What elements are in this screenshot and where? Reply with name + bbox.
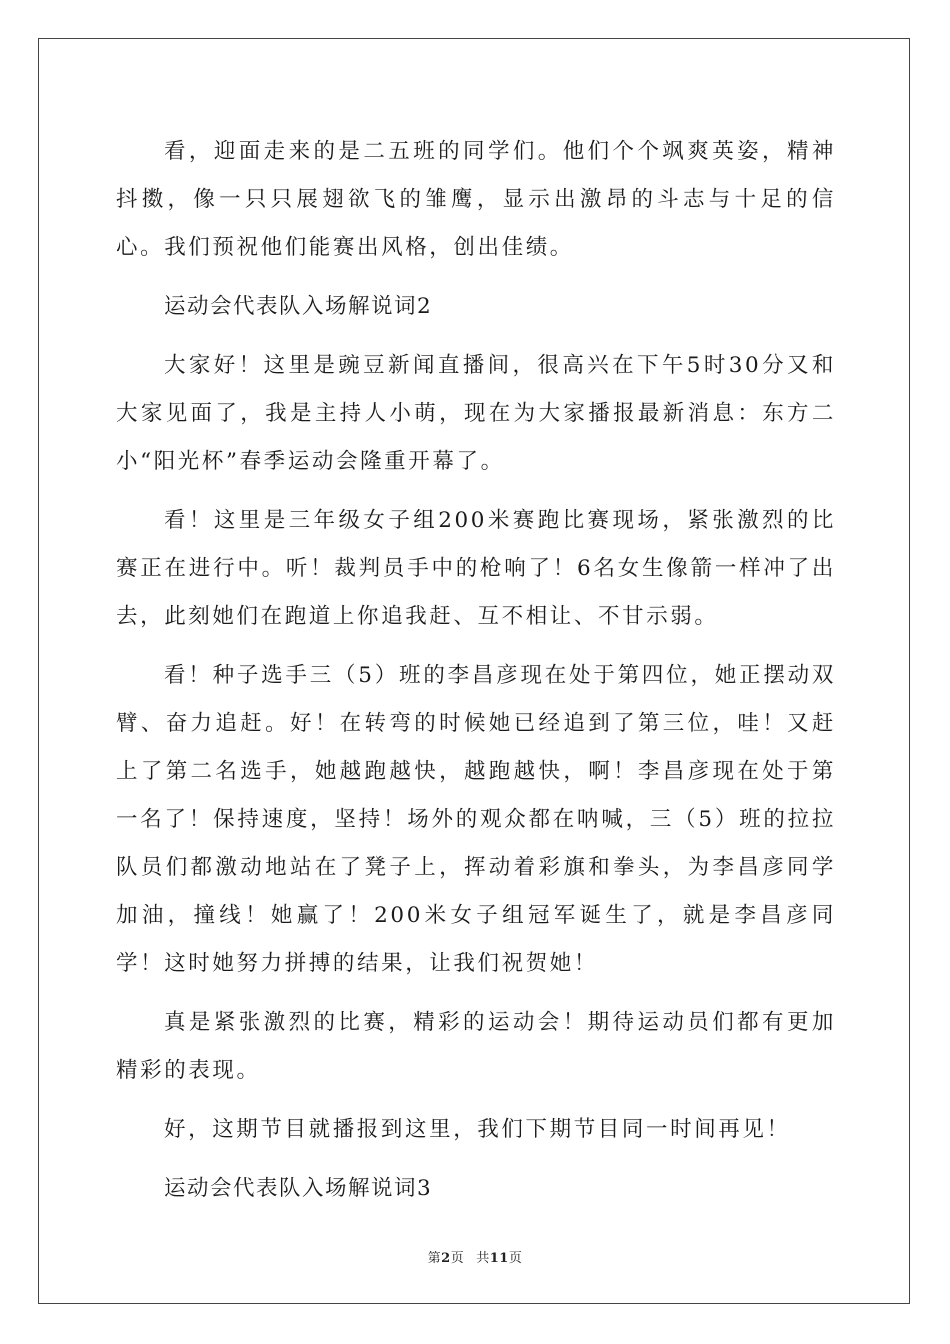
paragraph: 看！这里是三年级女子组200米赛跑比赛现场，紧张激烈的比赛正在进行中。听！裁判员手中的枪响了！6名女生像箭一样冲了出去，此刻她们在跑道上你追我赶、互不相让、不甘示弱。 <box>116 508 836 629</box>
paragraph: 看！种子选手三（5）班的李昌彦现在处于第四位，她正摆动双臂、奋力追赶。好！在转弯的时候她已经追到了第三位，哇！又赶上了第二名选手，她越跑越快，越跑越快，啊！李昌彦现在处于第一名了！保持速度，坚持！场外的观众都在呐喊，三（5）班的拉拉队员们都激动地站在了凳子上，挥动着彩旗和拳头，为李昌彦同学加油，撞线！她赢了！200米女子组冠军诞生了，就是李昌彦同学！这时她努力拼搏的结果，让我们祝贺她！ <box>116 663 836 976</box>
section-heading: 运动会代表队入场解说词2 <box>164 294 433 319</box>
page-number: 2 <box>441 1251 451 1266</box>
paragraph: 好，这期节目就播报到这里，我们下期节目同一时间再见！ <box>164 1117 791 1142</box>
page-footer <box>0 1247 950 1266</box>
total-suffix: 页 <box>508 1251 523 1266</box>
page-prefix: 第 <box>427 1251 442 1266</box>
section-heading: 运动会代表队入场解说词3 <box>164 1176 433 1201</box>
total-prefix: 共 <box>476 1251 490 1266</box>
paragraph: 看，迎面走来的是二五班的同学们。他们个个飒爽英姿，精神抖擞，像一只只展翅欲飞的雏鹰，显示出激昂的斗志与十足的信心。我们预祝他们能赛出风格，创出佳绩。 <box>116 139 836 260</box>
paragraph: 真是紧张激烈的比赛，精彩的运动会！期待运动员们都有更加精彩的表现。 <box>116 1010 836 1083</box>
page-suffix: 页 <box>450 1251 465 1266</box>
total-pages: 11 <box>489 1251 509 1266</box>
paragraph: 大家好！这里是豌豆新闻直播间，很高兴在下午5时30分又和大家见面了，我是主持人小萌，现在为大家播报最新消息：东方二小“阳光杯”春季运动会隆重开幕了。 <box>116 353 836 474</box>
document-body <box>116 128 836 1224</box>
